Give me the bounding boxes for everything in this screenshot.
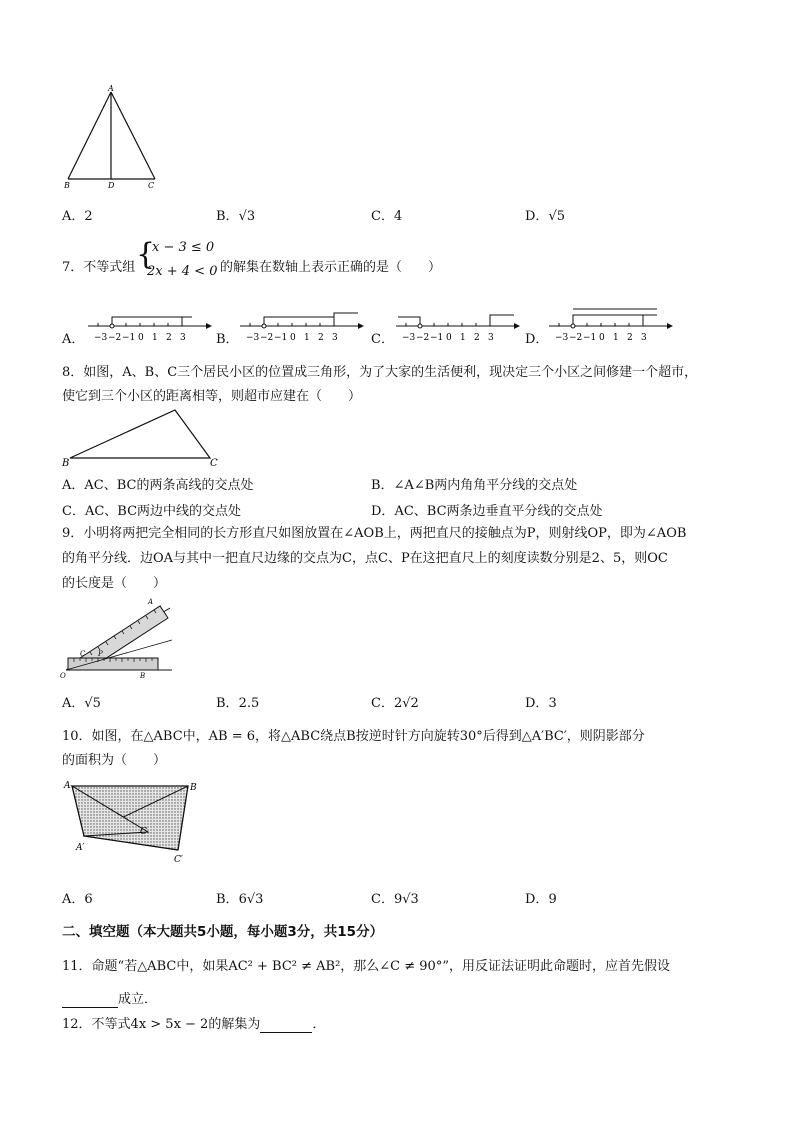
tick-label: 2 [318, 333, 324, 343]
option-letter: C． [371, 696, 394, 711]
q7-inequality-2: 2x + 4 < 0 [147, 264, 218, 279]
q8-option-a[interactable] [62, 474, 253, 493]
tick-label: −3 [94, 333, 108, 343]
option-letter: B． [371, 478, 394, 493]
option-value: ∠A∠B两内角角平分线的交点处 [393, 478, 578, 493]
option-letter: C． [371, 892, 394, 907]
side-ab [68, 92, 111, 179]
label-c: C [80, 650, 86, 658]
q10-line-2: 的面积为（ ） [62, 753, 167, 768]
q8-line-1: 8．如图，A、B、C三个居民小区的位置成三角形，为了大家的生活便利，现决定三个小区之间修建一个超市， [62, 365, 698, 380]
answer-blank[interactable] [260, 1017, 312, 1033]
tick-label: 3 [641, 333, 647, 343]
option-letter: C． [62, 504, 85, 519]
tick-label: 0 [599, 333, 605, 343]
label-a-prime: A′ [76, 843, 85, 853]
tick-label: −1 [274, 333, 288, 343]
label-p: P [98, 650, 103, 658]
q7-option-d-letter[interactable]: D． [525, 332, 549, 347]
label-c: C [210, 458, 218, 468]
q8-option-c[interactable] [62, 500, 241, 519]
q9-line-2: 的角平分线．边OA与其中一把直尺边缘的交点为C，点C、P在这把直尺上的刻度读数分别是2、5，则OC [62, 551, 668, 566]
tick-label: 2 [627, 333, 633, 343]
tick-label: −2 [108, 333, 122, 343]
option-letter: D． [525, 696, 549, 711]
section-title: 二、填空题（本大题共5小题，每小题3分，共15分） [62, 924, 384, 940]
tick-label: 0 [446, 333, 452, 343]
label-a: A [64, 781, 71, 791]
q12 [62, 1013, 325, 1033]
tick-label: −3 [402, 333, 416, 343]
option-letter: A． [62, 209, 85, 224]
answer-blank[interactable] [62, 992, 118, 1008]
option-letter: C． [371, 209, 394, 224]
tick-label: 3 [180, 333, 186, 343]
label-a: A [148, 598, 154, 606]
tick-label: 1 [152, 333, 158, 343]
tick-label: −1 [122, 333, 136, 343]
q7-inequality-1: x − 3 ≤ 0 [152, 240, 215, 255]
q6-option-c[interactable] [371, 205, 402, 224]
tick-label: 0 [138, 333, 144, 343]
q7-option-a-letter[interactable]: A． [62, 332, 85, 347]
label-c: C [140, 827, 147, 837]
q9-line-1: 9．小明将两把完全相同的长方形直尺如图放置在∠AOB上，两把直尺的接触点为P，则射线OP，即为∠AOB [62, 526, 687, 541]
tick-label: −2 [569, 333, 583, 343]
option-value: 2.5 [238, 696, 260, 711]
label-b: B [62, 458, 70, 468]
q9-line-3: 的长度是（ ） [62, 576, 167, 591]
q10-line-1: 10．如图，在△ABC中，AB = 6，将△ABC绕点B按逆时针方向旋转30°后得到△A′BC′，则阴影部分 [62, 729, 645, 744]
label-a: A [108, 84, 114, 93]
option-value: 4 [393, 209, 403, 224]
tick-label: 1 [460, 333, 466, 343]
q7-option-a-numberline[interactable] [84, 309, 212, 343]
q7-option-b-numberline[interactable] [236, 309, 364, 343]
option-value: 6 [84, 892, 93, 907]
tick-label: 2 [166, 333, 172, 343]
q9-option-b[interactable] [216, 692, 259, 711]
option-value: 3 [548, 696, 557, 711]
option-letter: A． [62, 478, 85, 493]
option-letter: A． [62, 892, 85, 907]
tick-label: −3 [246, 333, 260, 343]
option-value: √5 [548, 209, 565, 224]
isosceles-triangle-figure [60, 84, 170, 194]
q7-option-d-numberline[interactable] [545, 305, 673, 343]
tick-label: 1 [304, 333, 310, 343]
q12-text: 12．不等式4x > 5x − 2的解集为 [62, 1017, 261, 1032]
tick-label: 2 [474, 333, 480, 343]
label-c: C [148, 181, 155, 190]
option-value: 2√2 [393, 696, 419, 711]
label-b: B [190, 783, 197, 793]
tick-label: −1 [430, 333, 444, 343]
system-brace: { [136, 237, 156, 272]
option-value: AC、BC的两条高线的交点处 [84, 478, 254, 493]
tick-label: −2 [260, 333, 274, 343]
tick-label: 3 [488, 333, 494, 343]
ruler-horizontal [68, 658, 158, 670]
tick-label: 3 [332, 333, 338, 343]
label-b: B [140, 672, 146, 680]
label-b: B [64, 181, 70, 190]
option-value: 9 [548, 892, 557, 907]
option-letter: B． [216, 696, 239, 711]
tick-label: −2 [416, 333, 430, 343]
option-value: 6√3 [238, 892, 264, 907]
option-value: 2 [84, 209, 93, 224]
q10-option-d[interactable] [525, 888, 557, 907]
q11-suffix: 成立． [118, 992, 158, 1007]
option-value: AC、BC两条边垂直平分线的交点处 [394, 504, 603, 519]
option-letter: D． [525, 892, 549, 907]
q7-option-b-letter[interactable]: B． [216, 332, 239, 347]
tick-label: 1 [613, 333, 619, 343]
q11-line-2 [62, 988, 157, 1008]
option-value: √3 [238, 209, 256, 224]
q12-end: ． [312, 1017, 326, 1032]
q6-option-d[interactable] [525, 205, 565, 224]
q9-option-a[interactable] [62, 692, 101, 711]
q8-option-b[interactable] [371, 474, 577, 493]
option-letter: B． [216, 209, 239, 224]
option-value: 9√3 [393, 892, 419, 907]
label-o: O [60, 672, 66, 680]
option-letter: D． [371, 504, 395, 519]
q7-option-c-letter[interactable]: C． [371, 332, 394, 347]
q9-option-d[interactable] [525, 692, 557, 711]
q10-rotation-figure [60, 778, 210, 870]
q9-option-c[interactable] [371, 692, 419, 711]
q8-line-2: 使它到三个小区的距离相等，则超市应建在（ ） [62, 389, 362, 404]
tick-label: −1 [583, 333, 597, 343]
option-letter: D． [525, 209, 549, 224]
q10-option-c[interactable] [371, 888, 419, 907]
tick-label: −3 [555, 333, 569, 343]
label-d: D [108, 181, 115, 190]
q6-option-a[interactable] [62, 205, 93, 224]
option-value: √5 [84, 696, 101, 711]
q6-option-b[interactable] [216, 205, 255, 224]
tick-label: 0 [290, 333, 296, 343]
q7-suffix: 的解集在数轴上表示正确的是（ ） [220, 260, 442, 275]
q7-option-c-numberline[interactable] [392, 309, 520, 343]
q7-prefix: 7．不等式组 [62, 260, 136, 275]
q8-triangle-figure [60, 406, 220, 468]
q9-rulers-figure [60, 596, 180, 680]
option-letter: A． [62, 696, 85, 711]
q10-option-b[interactable] [216, 888, 263, 907]
q11-line-1: 11．命题“若△ABC中，如果AC² + BC² ≠ AB²，那么∠C ≠ 90°”，用反证法证明此命题时，应首先假设 [62, 959, 670, 974]
label-c-prime: C′ [174, 855, 183, 865]
option-value: AC、BC两边中线的交点处 [84, 504, 242, 519]
q10-option-a[interactable] [62, 888, 93, 907]
q8-option-d[interactable] [371, 500, 603, 519]
option-letter: B． [216, 892, 239, 907]
side-ac [111, 92, 155, 179]
